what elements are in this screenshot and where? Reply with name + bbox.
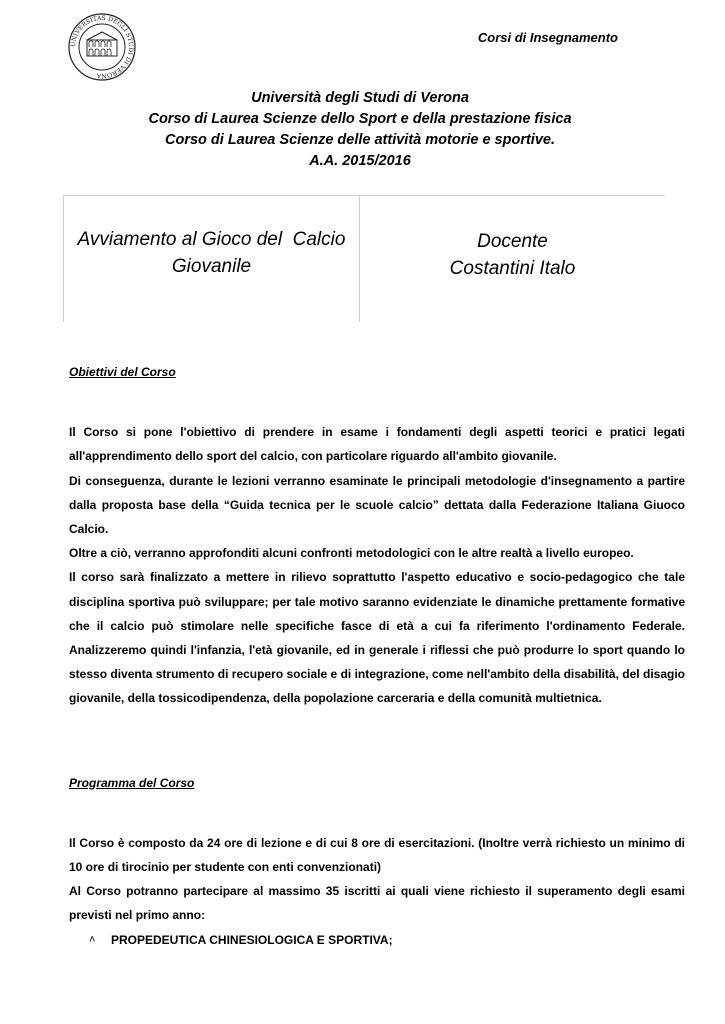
program-heading: Programma del Corso [69,775,195,790]
course-info-box [63,195,665,322]
university-header [60,88,660,172]
list-item-text: PROPEDEUTICA CHINESIOLOGICA E SPORTIVA; [111,932,393,947]
objectives-paragraph: Di conseguenza, durante le lezioni verranno esaminate le principali metodologie d'insegnamento a partire dalla proposta base della “Guida tecnica per le scuole calcio” dettata dalla Federazione Italiana Giuoco Calcio. [69,473,685,537]
teacher-info [360,228,665,282]
document-category-label: Corsi di Insegnamento [477,30,618,45]
university-seal-logo [67,12,137,82]
degree-course-2: Corso di Laurea Scienze delle attività motorie e sportive. [164,132,555,148]
svg-text:UNIVERSITAS DEGLI STUDI DI VER: UNIVERSITAS DEGLI STUDI DI VERONA [69,14,135,80]
objectives-paragraph: Oltre a ciò, verranno approfonditi alcuni confronti metodologici con le altre realtà a livello europeo. [69,546,634,561]
program-paragraph: Il Corso è composto da 24 ore di lezione e di cui 8 ore di esercitazioni. (Inoltre verrà richiesto un minimo di 10 ore di tirocinio per studente con enti convenzionati) [69,835,685,875]
triangle-bullet-icon: ˄ [89,933,96,946]
program-paragraph: Al Corso potranno partecipare al massimo 35 iscritti ai quali viene richiesto il superamento degli esami previsti nel primo anno: [69,884,685,923]
list-item [89,928,685,952]
university-name: Università degli Studi di Verona [251,90,469,106]
course-title-line2: Giovanile [171,256,252,277]
course-title [64,226,359,280]
objectives-paragraph: Il corso sarà finalizzato a mettere in rilievo soprattutto l'aspetto educativo e socio-pedagogico che tale disciplina sportiva può sviluppare; per tale motivo saranno evidenziate le dinamiche prettamente formative che il calcio può stimolare nelle specifiche fasce di età a cui fa riferimento l'ordinamento Federale. Analizzeremo quindi l'infanzia, l'età giovanile, ed in generale i riflessi che può produrre lo sport quando lo stesso diventa strumento di recupero sociale e di integrazione, come nell'ambito della disabilità, del disagio giovanile, della tossicodipendenza, della popolazione carceraria e della comunità multietnica. [69,570,685,706]
course-title-line1: Avviamento al Gioco del Calcio [77,229,346,250]
document-body [69,360,685,952]
teacher-label: Docente [477,231,548,252]
objectives-heading: Obiettivi del Corso [69,365,176,379]
teacher-name: Costantini Italo [449,258,576,279]
objectives-paragraph: Il Corso si pone l'obiettivo di prendere in esame i fondamenti degli aspetti teorici e pratici legati all'apprendimento dello sport del calcio, con particolare riguardo all'ambito giovanile. [69,425,685,464]
academic-year: A.A. 2015/2016 [309,153,411,169]
degree-course-1: Corso di Laurea Scienze dello Sport e della prestazione fisica [148,111,572,127]
